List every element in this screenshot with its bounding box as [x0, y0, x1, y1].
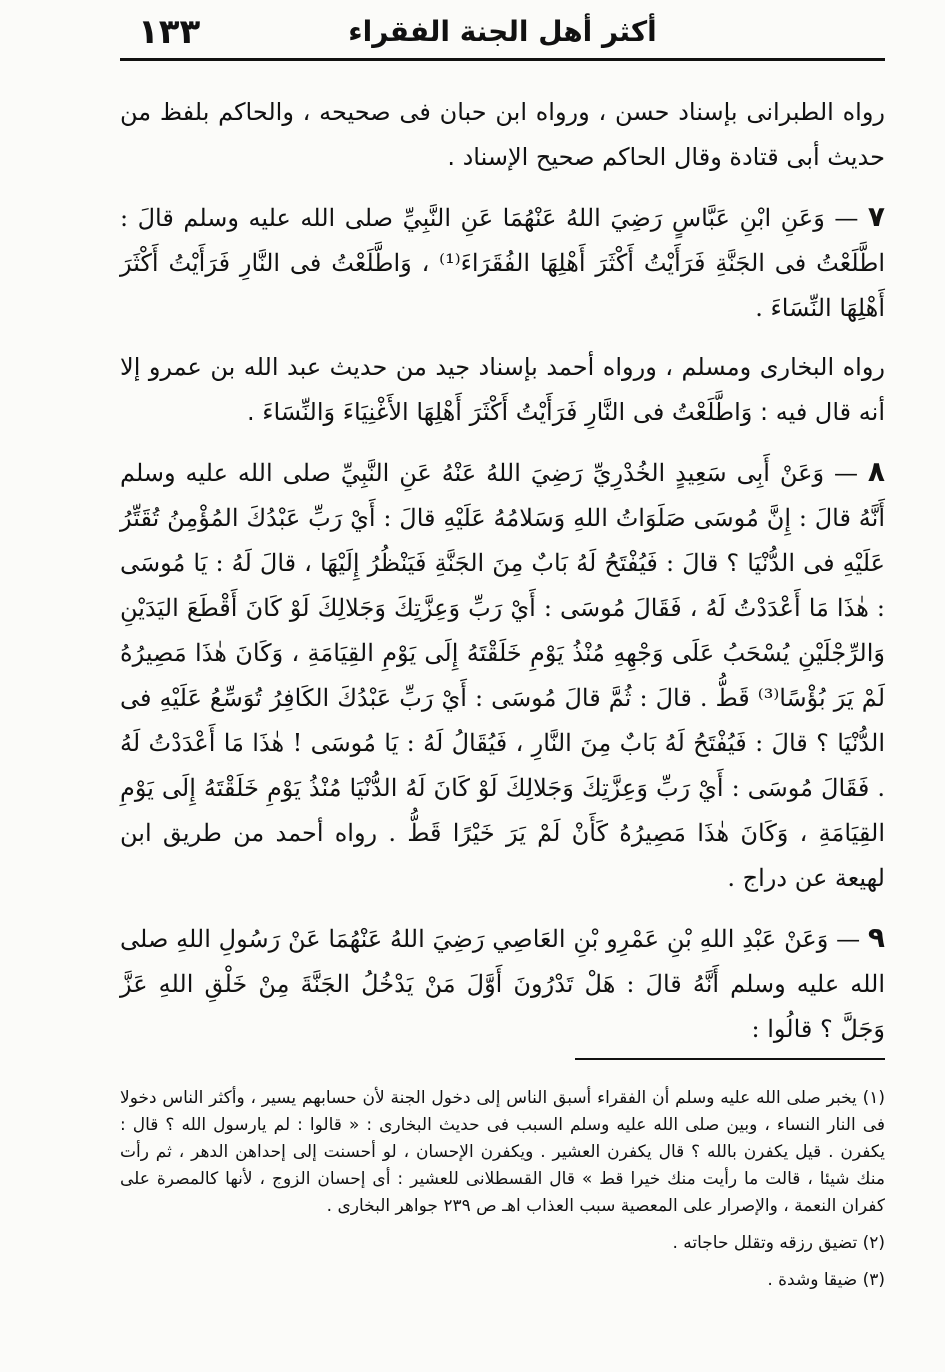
running-title: أكثر أهل الجنة الفقراء — [348, 14, 657, 48]
footnote-2: (٢) تضيق رزقه وتقلل حاجاته . — [672, 1233, 885, 1253]
book-page — [120, 0, 885, 1372]
page-header — [120, 10, 885, 52]
hadith-text: — وَعَنِ ابْنِ عَبَّاسٍ رَضِيَ اللهُ عَنْهُمَا عَنِ النَّبِيِّ صلى الله عليه وسلم قالَ : اطَّلَعْتُ فى الجَنَّةِ فَرَأَيْتُ أَكْثَرَ أَهْلِهَا الفُقَرَاءَ⁽¹⁾ ، وَاطَّلَعْتُ فى النَّارِ فَرَأَيْتُ أَكْثَرَ أَهْلِهَا النِّسَاءَ . — [120, 204, 885, 322]
hadith-number: ٩ — [867, 921, 885, 954]
paragraph-intro: رواه الطبرانى بإسناد حسن ، ورواه ابن حبان فى صحيحه ، والحاكم بلفظ من حديث أبى قتادة وقال الحاكم صحيح الإسناد . — [120, 98, 885, 171]
page-number: ١٣٣ — [138, 12, 201, 52]
hadith-number: ٧ — [867, 200, 885, 233]
footnote-3: (٣) ضيقا وشدة . — [767, 1270, 885, 1290]
footnotes — [120, 1085, 885, 1304]
footnote-1: (١) يخبر صلى الله عليه وسلم أن الفقراء أسبق الناس إلى دخول الجنة لأن حسابهم يسير ، وأكثر الناس دخولا فى النار النساء ، وبين صلى الله عليه وسلم السبب فى حديث البخارى : « قالوا : لم يارسول الله ؟ قال : يكفرن . قيل يكفرن بالله ؟ قال يكفرن العشير . ويكفرن الإحسان ، لو أحسنت إلى إحداهن الدهر ، ثم رأت منك شيئا ، قالت ما رأيت منك خيرا قط » قال القسطلانى للعشير : أى إحسان الزوج ، لأنها كالمصرة على كفران النعمة ، والإصرار على المعصية سبب العذاب اهـ ص ٢٣٩ جواهر البخارى . — [120, 1088, 885, 1216]
header-rule — [120, 58, 885, 61]
footnote-rule — [575, 1058, 885, 1060]
hadith-7-source: رواه البخارى ومسلم ، ورواه أحمد بإسناد جيد من حديث عبد الله بن عمرو إلا أنه قال فيه : وَاطَّلَعْتُ فى النَّارِ فَرَأَيْتُ أَكْثَرَ أَهْلِهَا الأَغْنِيَاءَ وَالنِّسَاءَ . — [120, 353, 885, 426]
main-text — [120, 90, 885, 1066]
hadith-number: ٨ — [867, 455, 885, 488]
hadith-8 — [120, 449, 885, 901]
hadith-9 — [120, 915, 885, 1052]
hadith-text: — وَعَنْ أَبِى سَعِيدٍ الخُدْرِيِّ رَضِيَ اللهُ عَنْهُ عَنِ النَّبِيِّ صلى الله عليه وسلم أَنَّهُ قالَ : إِنَّ مُوسَى صَلَوَاتُ اللهِ وَسَلامُهُ عَلَيْهِ قالَ : أَيْ رَبِّ عَبْدُكَ المُؤْمِنُ تُقَتِّرُ عَلَيْهِ فى الدُّنْيَا ؟ قالَ : فَيُفْتَحُ لَهُ بَابٌ مِنَ الجَنَّةِ فَيَنْظُرُ إِلَيْهَا ، قالَ لَهُ : يَا مُوسَى : هٰذَا مَا أَعْدَدْتُ لَهُ ، فَقَالَ مُوسَى : أَيْ رَبِّ وَعِزَّتِكَ وَجَلالِكَ لَوْ كَانَ أَقْطَعَ اليَدَيْنِ وَالرِّجْلَيْنِ يُسْحَبُ عَلَى وَجْهِهِ مُنْذُ يَوْمِ خَلَقْتَهُ إِلَى يَوْمِ القِيَامَةِ ، وَكَانَ هٰذَا مَصِيرُهُ لَمْ يَرَ بُؤْسًا⁽³⁾ قَطُّ . قالَ : ثُمَّ قالَ مُوسَى : أَيْ رَبِّ عَبْدُكَ الكَافِرُ تُوَسِّعُ عَلَيْهِ فى الدُّنْيَا ؟ قالَ : فَيُفْتَحُ لَهُ بَابٌ مِنَ النَّارِ ، فَيُقَالُ لَهُ : يَا مُوسَى ! هٰذَا مَا أَعْدَدْتُ لَهُ . فَقَالَ مُوسَى : أَيْ رَبِّ وَعِزَّتِكَ وَجَلالِكَ لَوْ كَانَ لَهُ الدُّنْيَا مُنْذُ يَوْمِ خَلَقْتَهُ إِلَى يَوْمِ القِيَامَةِ ، وَكَانَ هٰذَا مَصِيرُهُ كَأَنْ لَمْ يَرَ خَيْرًا قَطُّ . رواه أحمد من طريق ابن لهيعة عن دراج . — [120, 459, 886, 892]
hadith-7 — [120, 194, 885, 331]
hadith-text: — وَعَنْ عَبْدِ اللهِ بْنِ عَمْرِو بْنِ العَاصِي رَضِيَ اللهُ عَنْهُمَا عَنْ رَسُولِ اللهِ صلى الله عليه وسلم أَنَّهُ قالَ : هَلْ تَدْرُونَ أَوَّلَ مَنْ يَدْخُلُ الجَنَّةَ مِنْ خَلْقِ اللهِ عَزَّ وَجَلَّ ؟ قالُوا : — [120, 925, 885, 1043]
